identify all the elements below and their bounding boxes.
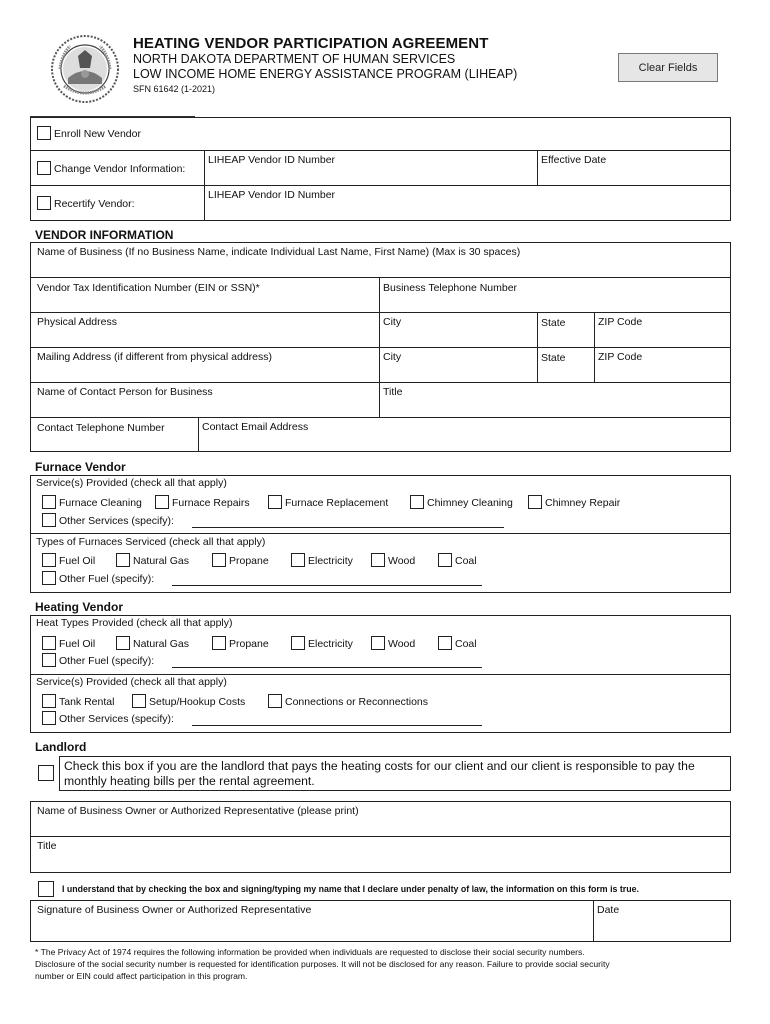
furnace-other-services-checkbox[interactable] <box>42 513 56 527</box>
divider <box>30 277 731 278</box>
privacy-note-line1: * The Privacy Act of 1974 requires the following information be provided when individuals are requested to disclose their social security numbers. <box>35 947 585 957</box>
option-label: Chimney Cleaning <box>427 497 513 509</box>
heat-wood-checkbox[interactable] <box>371 636 385 650</box>
furnace-electricity-checkbox[interactable] <box>291 553 305 567</box>
heat-fuel-oil-option <box>42 636 95 650</box>
heat-types-label: Heat Types Provided (check all that apply) <box>36 617 233 629</box>
furnace-wood-checkbox[interactable] <box>371 553 385 567</box>
divider <box>30 185 731 186</box>
landlord-checkbox[interactable] <box>38 765 54 781</box>
furnace-replacement-checkbox[interactable] <box>268 495 282 509</box>
option-label: Other Fuel (specify): <box>59 655 155 667</box>
heat-natural-gas-checkbox[interactable] <box>116 636 130 650</box>
recertify-vendor-checkbox[interactable] <box>37 196 51 210</box>
heat-coal-option <box>438 636 477 650</box>
furnace-other-fuel-option <box>42 571 154 585</box>
divider <box>30 533 731 534</box>
mailing-city-label: City <box>383 351 402 363</box>
furnace-wood-option <box>371 553 415 567</box>
landlord-statement-line1: Check this box if you are the landlord that pays the heating costs for our client and our client is responsible to pay the <box>64 759 695 773</box>
contact-name-label: Name of Contact Person for Business <box>37 386 213 398</box>
setup-hookup-option <box>132 694 245 708</box>
signature-label: Signature of Business Owner or Authorized Representative <box>37 904 312 916</box>
option-label: Tank Rental <box>59 696 115 708</box>
change-vendor-label: Change Vendor Information: <box>54 163 186 175</box>
heating-other-services-field[interactable] <box>192 725 482 726</box>
divider <box>537 150 538 185</box>
furnace-fuel-oil-checkbox[interactable] <box>42 553 56 567</box>
owner-name-label: Name of Business Owner or Authorized Representative (please print) <box>37 805 359 817</box>
heating-services-label: Service(s) Provided (check all that apply) <box>36 676 227 688</box>
furnace-replacement-option <box>268 495 388 509</box>
program-name: LOW INCOME HOME ENERGY ASSISTANCE PROGRAM (LIHEAP) <box>133 67 518 81</box>
option-label: Natural Gas <box>133 555 190 567</box>
owner-title-label: Title <box>37 840 57 852</box>
option-label: Other Services (specify): <box>59 713 174 725</box>
recertify-liheap-id-label: LIHEAP Vendor ID Number <box>208 189 336 201</box>
change-vendor-checkbox[interactable] <box>37 161 51 175</box>
furnace-vendor-heading: Furnace Vendor <box>35 460 126 474</box>
option-label: Other Fuel (specify): <box>59 573 155 585</box>
heat-electricity-checkbox[interactable] <box>291 636 305 650</box>
divider <box>30 836 731 837</box>
furnace-cleaning-checkbox[interactable] <box>42 495 56 509</box>
chimney-repair-checkbox[interactable] <box>528 495 542 509</box>
heat-propane-option <box>212 636 269 650</box>
furnace-repairs-checkbox[interactable] <box>155 495 169 509</box>
furnace-coal-option <box>438 553 477 567</box>
tax-id-label: Vendor Tax Identification Number (EIN or SSN)* <box>37 282 260 294</box>
furnace-services-label: Service(s) Provided (check all that apply) <box>36 477 227 489</box>
divider <box>594 312 595 382</box>
mailing-address-label: Mailing Address (if different from physical address) <box>37 351 272 363</box>
physical-state-label: State <box>541 317 566 329</box>
heat-coal-checkbox[interactable] <box>438 636 452 650</box>
divider <box>30 417 731 418</box>
option-label: Wood <box>388 638 416 650</box>
option-label: Propane <box>229 555 269 567</box>
recertify-vendor-label: Recertify Vendor: <box>54 198 135 210</box>
option-label: Natural Gas <box>133 638 190 650</box>
chimney-cleaning-checkbox[interactable] <box>410 495 424 509</box>
effective-date-label: Effective Date <box>541 154 607 166</box>
recertify-vendor-option <box>37 196 135 210</box>
attestation-checkbox[interactable] <box>38 881 54 897</box>
divider <box>30 312 731 313</box>
change-liheap-id-label: LIHEAP Vendor ID Number <box>208 154 336 166</box>
connections-checkbox[interactable] <box>268 694 282 708</box>
divider <box>30 382 731 383</box>
heating-other-services-option <box>42 711 174 725</box>
furnace-natural-gas-checkbox[interactable] <box>116 553 130 567</box>
chimney-repair-option <box>528 495 620 509</box>
divider <box>537 312 538 382</box>
furnace-cleaning-option <box>42 495 142 509</box>
heat-wood-option <box>371 636 415 650</box>
heat-other-fuel-field[interactable] <box>172 667 482 668</box>
option-label: Coal <box>455 555 477 567</box>
option-label: Propane <box>229 638 269 650</box>
change-vendor-option <box>37 161 185 175</box>
option-label: Electricity <box>308 555 353 567</box>
option-label: Furnace Cleaning <box>59 497 142 509</box>
option-label: Connections or Reconnections <box>285 696 429 708</box>
business-phone-label: Business Telephone Number <box>383 282 518 294</box>
option-label: Wood <box>388 555 416 567</box>
furnace-types-label: Types of Furnaces Serviced (check all that apply) <box>36 536 266 548</box>
privacy-note-line2: Disclosure of the social security number is requested for identification purposes. It will not be disclosed for any reason. Failure to provide social security <box>35 959 610 969</box>
option-label: Other Services (specify): <box>59 515 174 527</box>
form-title: HEATING VENDOR PARTICIPATION AGREEMENT <box>133 35 489 52</box>
heat-other-fuel-checkbox[interactable] <box>42 653 56 667</box>
enroll-new-vendor-option <box>37 126 141 140</box>
furnace-propane-option <box>212 553 269 567</box>
enroll-new-vendor-label: Enroll New Vendor <box>54 128 141 140</box>
form-number: SFN 61642 (1-2021) <box>133 84 216 94</box>
physical-city-label: City <box>383 316 402 328</box>
furnace-repairs-option <box>155 495 250 509</box>
landlord-heading: Landlord <box>35 740 87 754</box>
furnace-other-fuel-field[interactable] <box>172 585 482 586</box>
furnace-electricity-option <box>291 553 353 567</box>
divider <box>30 150 731 151</box>
furnace-natural-gas-option <box>116 553 189 567</box>
option-label: Furnace Repairs <box>172 497 250 509</box>
furnace-propane-checkbox[interactable] <box>212 553 226 567</box>
tank-rental-option <box>42 694 114 708</box>
contact-phone-label: Contact Telephone Number <box>37 422 165 434</box>
signature-date-label: Date <box>597 904 620 916</box>
furnace-other-services-field[interactable] <box>192 527 504 528</box>
connections-option <box>268 694 428 708</box>
chimney-cleaning-option <box>410 495 513 509</box>
mailing-zip-label: ZIP Code <box>598 351 643 363</box>
option-label: Chimney Repair <box>545 497 621 509</box>
attestation-text: I understand that by checking the box and signing/typing my name that I declare under penalty of law, the information on this form is true. <box>62 884 639 894</box>
department-name: NORTH DAKOTA DEPARTMENT OF HUMAN SERVICES <box>133 52 456 66</box>
option-label: Fuel Oil <box>59 555 96 567</box>
business-name-label: Name of Business (If no Business Name, indicate Individual Last Name, First Name) (Max is 30 spaces) <box>37 246 521 258</box>
tank-rental-checkbox[interactable] <box>42 694 56 708</box>
option-label: Fuel Oil <box>59 638 96 650</box>
contact-title-label: Title <box>383 386 403 398</box>
furnace-other-fuel-checkbox[interactable] <box>42 571 56 585</box>
divider <box>198 417 199 452</box>
divider <box>204 150 205 221</box>
contact-email-label: Contact Email Address <box>202 421 309 433</box>
heating-other-services-checkbox[interactable] <box>42 711 56 725</box>
option-label: Furnace Replacement <box>285 497 389 509</box>
divider <box>379 277 380 417</box>
heat-natural-gas-option <box>116 636 189 650</box>
furnace-fuel-oil-option <box>42 553 95 567</box>
heat-propane-checkbox[interactable] <box>212 636 226 650</box>
divider <box>30 347 731 348</box>
heat-electricity-option <box>291 636 353 650</box>
heat-other-fuel-option <box>42 653 154 667</box>
enroll-new-vendor-checkbox[interactable] <box>37 126 51 140</box>
mailing-state-label: State <box>541 352 566 364</box>
furnace-other-services-option <box>42 513 174 527</box>
clear-fields-button[interactable]: Clear Fields <box>618 53 718 82</box>
setup-hookup-checkbox[interactable] <box>132 694 146 708</box>
furnace-coal-checkbox[interactable] <box>438 553 452 567</box>
divider <box>593 900 594 942</box>
form-header <box>133 35 517 94</box>
heating-vendor-heading: Heating Vendor <box>35 600 124 614</box>
divider <box>30 674 731 675</box>
landlord-statement-line2: monthly heating bills per the rental agreement. <box>64 774 315 788</box>
option-label: Setup/Hookup Costs <box>149 696 246 708</box>
state-seal-logo <box>50 34 120 104</box>
physical-address-label: Physical Address <box>37 316 117 328</box>
physical-zip-label: ZIP Code <box>598 316 643 328</box>
option-label: Coal <box>455 638 477 650</box>
privacy-note-line3: number or EIN could affect participation in this program. <box>35 971 248 981</box>
vendor-information-heading: VENDOR INFORMATION <box>35 228 174 242</box>
heat-fuel-oil-checkbox[interactable] <box>42 636 56 650</box>
option-label: Electricity <box>308 638 353 650</box>
